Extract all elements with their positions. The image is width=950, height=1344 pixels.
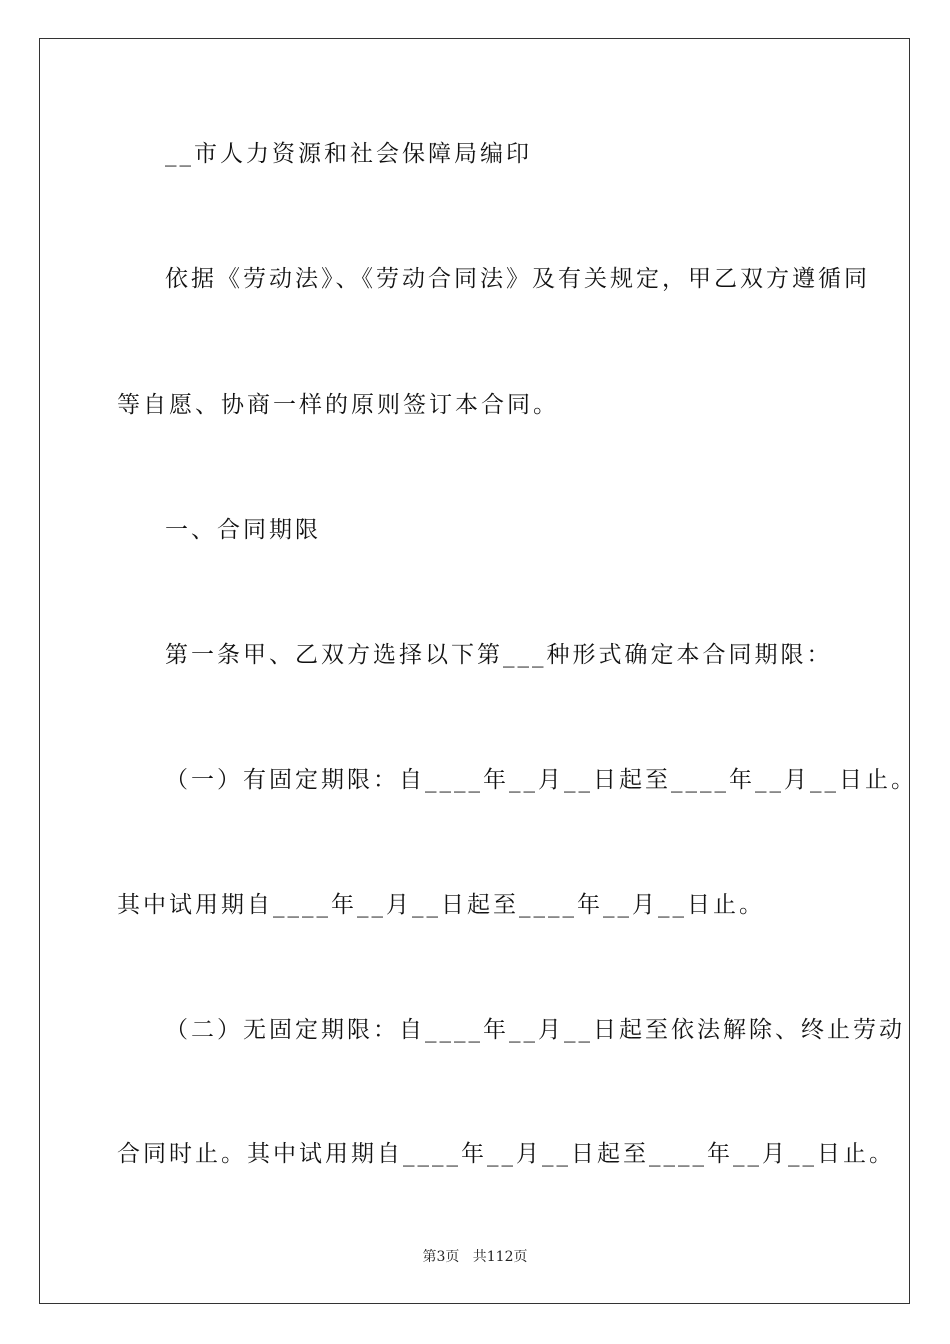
open-term-probation-line: 合同时止。其中试用期自____年__月__日起至____年__月__日止。 (117, 1141, 895, 1167)
article-one-line: 第一条甲、乙双方选择以下第___种形式确定本合同期限： (165, 642, 833, 668)
page-number-footer: 第3页 共112页 (422, 1249, 528, 1265)
fixed-term-line: （一）有固定期限：自____年__月__日起至____年__月__日止。 (165, 767, 917, 793)
page-border (39, 38, 910, 1304)
section-heading-contract-term: 一、合同期限 (165, 517, 321, 543)
paragraph-basis-line-2: 等自愿、协商一样的原则签订本合同。 (117, 392, 559, 418)
publisher-line: __市人力资源和社会保障局编印 (165, 141, 532, 167)
fixed-term-probation-line: 其中试用期自____年__月__日起至____年__月__日止。 (117, 892, 765, 918)
open-term-line: （二）无固定期限：自____年__月__日起至依法解除、终止劳动 (165, 1017, 905, 1043)
paragraph-basis-line-1: 依据《劳动法》、《劳动合同法》及有关规定，甲乙双方遵循同 (165, 266, 870, 292)
